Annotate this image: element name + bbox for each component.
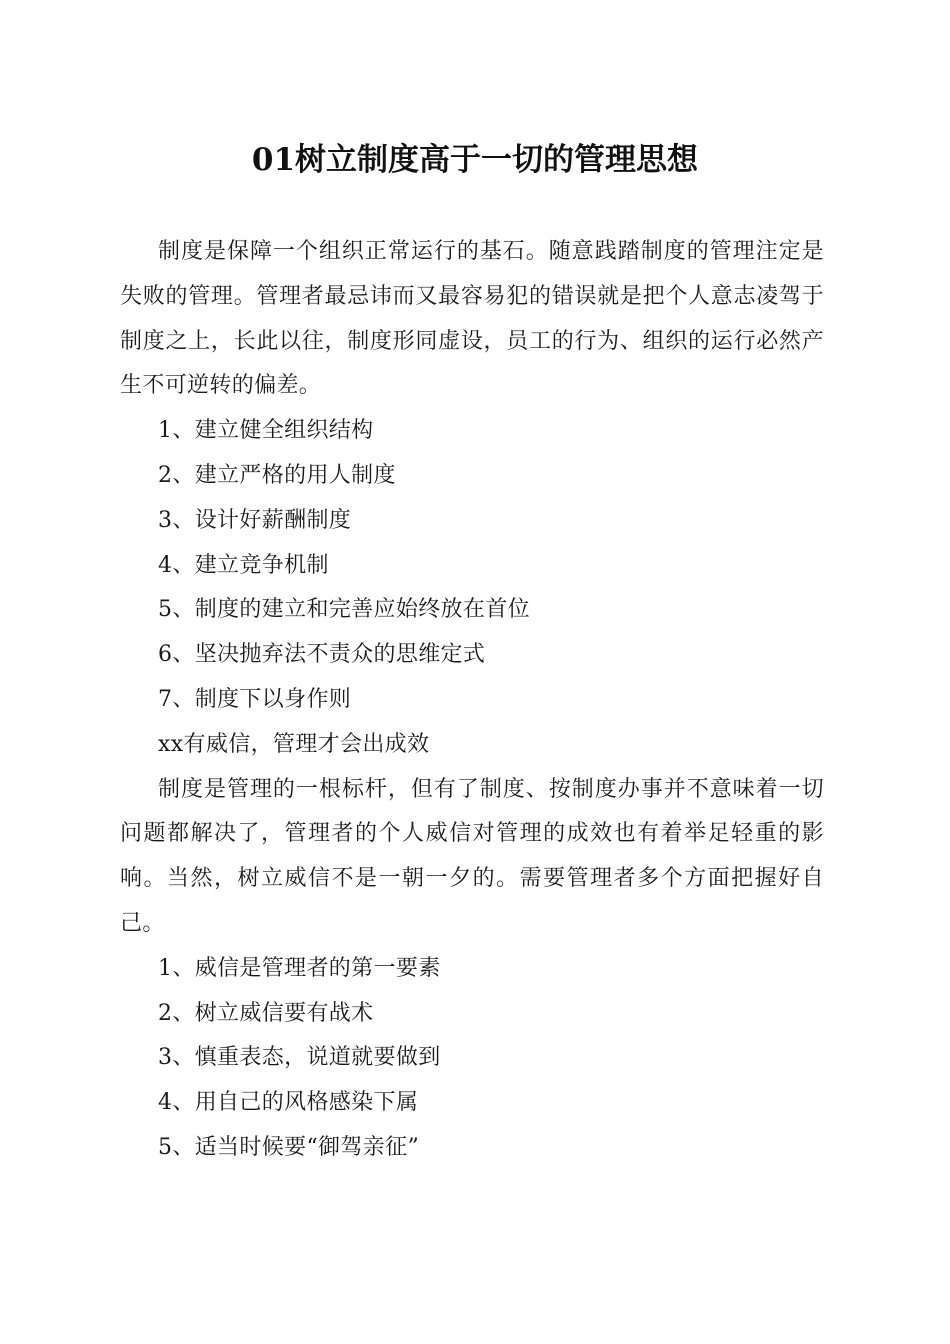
list-item: 4、用自己的风格感染下属 <box>158 1090 419 1116</box>
list-item: 1、建立健全组织结构 <box>158 418 374 444</box>
list-item: 5、制度的建立和完善应始终放在首位 <box>158 597 530 623</box>
paragraph-intro: 制度是保障一个组织正常运行的基石。随意践踏制度的管理注定是失败的管理。管理者最忌讳而又最容易犯的错误就是把个人意志凌驾于制度之上，长此以往，制度形同虚设，员工的行为、组织的运行必然产生不可逆转的偏差。 <box>120 239 824 399</box>
paragraph-authority: 制度是管理的一根标杆，但有了制度、按制度办事并不意味着一切问题都解决了，管理者的个人威信对管理的成效也有着举足轻重的影响。当然，树立威信不是一朝一夕的。需要管理者多个方面把握好自己。 <box>120 776 824 936</box>
list-item: 5、适当时候要“御驾亲征” <box>158 1134 420 1160</box>
list-item: 3、慎重表态，说道就要做到 <box>158 1045 441 1071</box>
list-item: 1、威信是管理者的第一要素 <box>158 955 441 981</box>
list-item: 2、树立威信要有战术 <box>158 1000 374 1026</box>
section-heading: xx有威信，管理才会出成效 <box>158 731 430 757</box>
document-title: 01树立制度高于一切的管理思想 <box>251 142 699 178</box>
list-item: 6、坚决抛弃法不责众的思维定式 <box>158 642 486 668</box>
list-item: 2、建立严格的用人制度 <box>158 462 396 488</box>
list-item: 7、制度下以身作则 <box>158 686 352 712</box>
list-item: 4、建立竞争机制 <box>158 552 329 578</box>
document-body <box>120 230 824 1171</box>
list-item: 3、设计好薪酬制度 <box>158 507 352 533</box>
